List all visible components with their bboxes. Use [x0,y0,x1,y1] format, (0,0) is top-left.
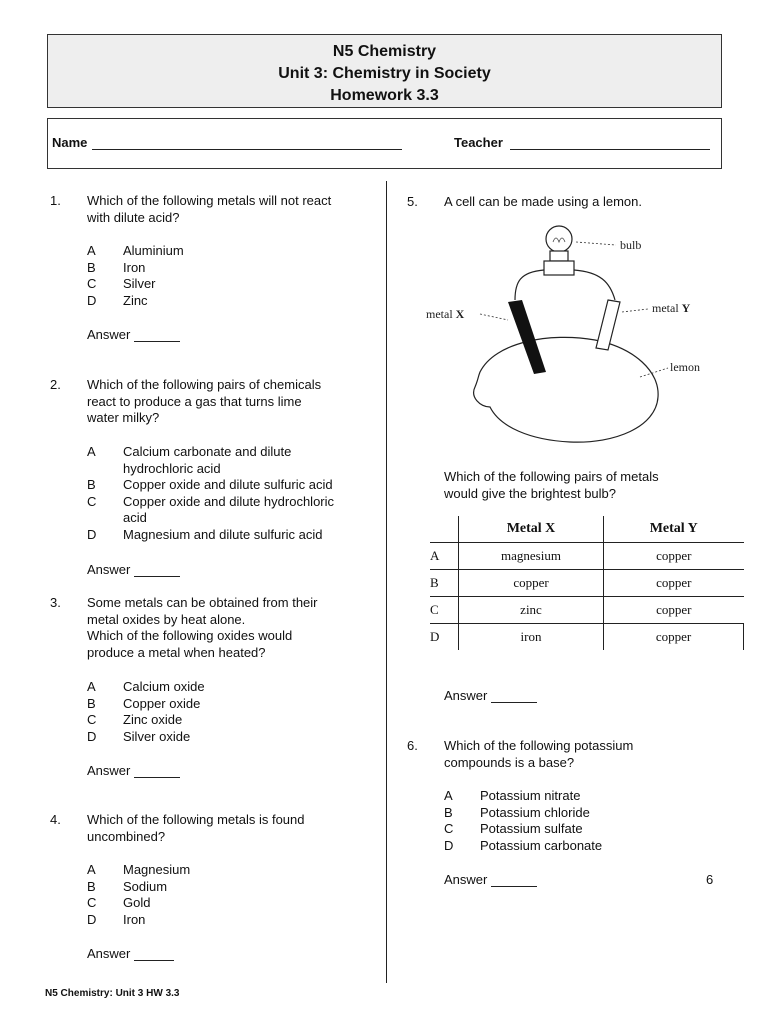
option-text: Magnesium [123,862,191,877]
question-text-line: would give the brightest bulb? [444,485,617,501]
metal-x-label [426,307,465,321]
question-text-line: Which of the following potassium [444,738,634,753]
question-text-line: produce a metal when heated? [87,644,266,660]
option-letter: A [87,444,96,459]
option-text: Calcium carbonate and dilute [123,444,292,459]
answer-field[interactable] [134,948,174,961]
option-text: Potassium sulfate [480,821,583,836]
question-text-line: A cell can be made using a lemon. [444,194,643,209]
question-number: 1. [50,193,61,208]
option-text: Copper oxide [123,695,201,711]
title-box [47,34,722,108]
metal-y-cell: copper [604,597,744,624]
table-row[interactable] [430,597,744,624]
option-letter: C [444,821,454,836]
option-text: Zinc oxide [123,712,183,727]
answer-row [87,763,180,778]
option-text: Copper oxide and dilute hydrochloric [123,493,335,509]
option-text: Sodium [123,878,168,894]
leader-line [622,309,648,312]
leader-line [576,242,616,245]
column-divider [386,181,387,983]
option-letter: D [444,837,454,853]
question-text-line: water milky? [87,410,160,425]
option-text: Copper oxide and dilute sulfuric acid [123,477,333,492]
question-text-line: uncombined? [87,828,166,844]
table-row[interactable] [430,570,744,597]
lemon-label: lemon [670,360,700,374]
question-number: 5. [407,194,418,209]
option-letter: B [87,259,96,275]
answer-label: Answer [87,946,131,961]
option-text: Zinc [123,292,148,308]
metal-x-cell: magnesium [459,543,604,570]
option-letter: C [87,895,97,910]
option-letter: A [444,788,453,803]
lemon-cell-diagram [420,222,720,452]
row-letter: A [430,543,459,570]
option-letter: B [87,878,96,894]
unit-title: Unit 3: Chemistry in Society [278,65,491,82]
metal-y-cell: copper [604,543,744,570]
header-cell [430,516,459,543]
answer-field[interactable] [134,329,180,342]
header-cell: Metal Y [604,516,744,543]
metal-x-cell: iron [459,624,604,651]
table-row[interactable] [430,624,744,651]
homework-title: Homework 3.3 [330,87,439,104]
option-c[interactable] [87,494,377,527]
question-text-line: Some metals can be obtained from their [87,595,318,610]
row-letter: B [430,570,459,597]
option-text: hydrochloric acid [123,460,221,476]
metal-x-cell: copper [459,570,604,597]
option-letter: B [444,804,453,820]
option-b[interactable] [87,477,377,494]
option-d[interactable] [87,527,377,544]
option-text: Potassium nitrate [480,788,581,803]
answer-label: Answer [444,872,488,887]
table-row[interactable] [430,543,744,570]
option-a[interactable] [87,444,377,477]
question-text-line: compounds is a base? [444,754,575,770]
question-text-line: with dilute acid? [87,209,180,225]
answer-row [87,562,180,577]
name-label: Name [52,135,88,150]
option-text: Calcium oxide [123,679,205,694]
option-letter: A [87,243,96,258]
answer-label: Answer [444,688,488,703]
metal-y-electrode [596,300,620,350]
option-text: Iron [123,911,146,927]
bulb-label: bulb [620,238,642,252]
answer-row [87,946,174,961]
teacher-field[interactable] [510,149,710,150]
option-text: Potassium chloride [480,804,590,820]
option-letter: C [87,493,97,509]
row-letter: C [430,597,459,624]
header-cell: Metal X [459,516,604,543]
question-text-line: Which of the following pairs of metals [444,469,659,484]
wire [574,270,615,300]
leader-line [480,314,508,320]
wire [515,270,544,300]
option-letter: C [87,276,97,291]
metal-y-cell: copper [604,624,744,651]
answer-row [444,688,537,703]
table-header-row [430,516,744,543]
option-letter: C [87,712,97,727]
question-text-line: Which of the following metals is found [87,812,305,827]
option-letter: D [87,728,97,744]
option-text: Magnesium and dilute sulfuric acid [123,526,323,542]
name-field[interactable] [92,149,402,150]
option-text: Potassium carbonate [480,837,603,853]
option-letter: D [87,911,97,927]
metal-y-cell: copper [604,570,744,597]
answer-field[interactable] [491,874,537,887]
metal-x-prefix: metal [426,307,456,321]
option-letter: B [87,695,96,711]
metal-y-label [652,301,691,315]
metal-x-cell: zinc [459,597,604,624]
option-text: Aluminium [123,243,184,258]
question-number: 3. [50,595,61,610]
answer-row [87,327,180,342]
question-5-followup [444,469,734,502]
option-letter: D [87,526,97,542]
answer-field[interactable] [491,690,537,703]
question-number: 6. [407,738,418,753]
page-footer: N5 Chemistry: Unit 3 HW 3.3 [45,988,180,999]
metal-y-prefix: metal [652,301,682,315]
question-text-line: metal oxides by heat alone. [87,611,246,627]
option-text: Silver oxide [123,728,191,744]
option-letter: A [87,679,96,694]
question-number: 2. [50,377,61,392]
option-letter: B [87,477,96,492]
option-letter: D [87,292,97,308]
course-title: N5 Chemistry [332,43,437,60]
option-text: acid [123,510,147,525]
row-letter: D [430,629,440,644]
option-text: Iron [123,259,146,275]
question-number: 4. [50,812,61,827]
option-text: Silver [123,276,156,291]
question-text-line: react to produce a gas that turns lime [87,393,302,409]
answer-field[interactable] [134,564,180,577]
option-text: Gold [123,895,151,910]
metal-x-letter: X [455,307,465,321]
teacher-label: Teacher [454,135,503,150]
metals-table [430,516,744,650]
question-text-line: Which of the following oxides would [87,628,293,643]
option-letter: A [87,862,96,877]
bulb-icon [544,226,574,275]
metal-y-letter: Y [681,301,691,315]
answer-label: Answer [87,327,131,342]
name-teacher-box [47,118,722,169]
answer-label: Answer [87,763,131,778]
answer-field[interactable] [134,765,180,778]
answer-label: Answer [87,562,131,577]
option-list [87,444,377,543]
answer-row [444,872,537,887]
lemon-shape [474,337,658,442]
question-text-line: Which of the following pairs of chemicals [87,377,322,392]
page-number: 6 [706,872,714,887]
question-text-line: Which of the following metals will not react [87,193,332,208]
